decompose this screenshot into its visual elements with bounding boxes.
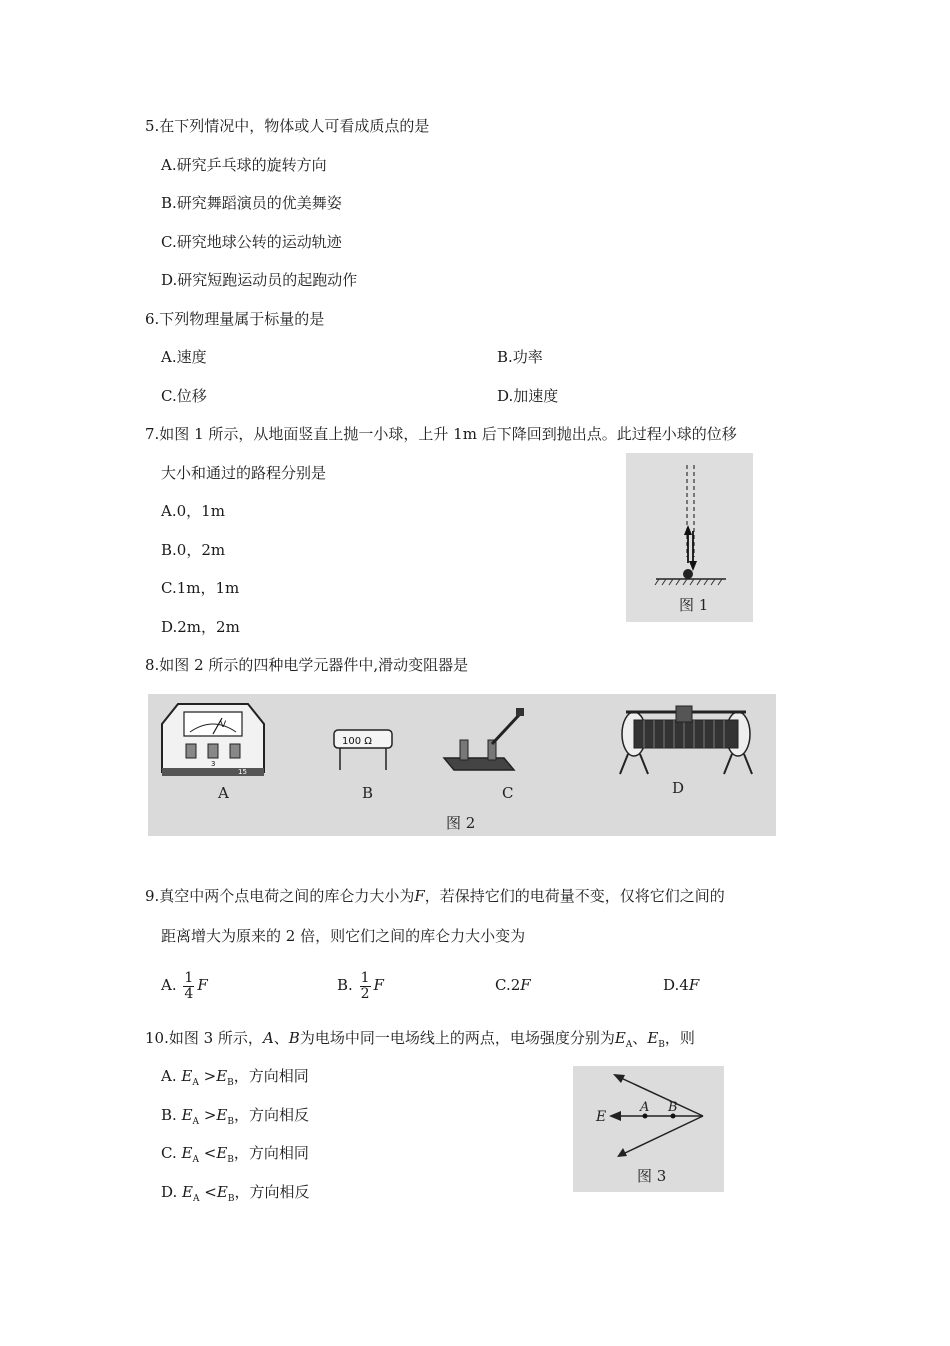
figure-2-drawing: [148, 694, 776, 836]
q9-stem-pre: 9.真空中两个点电荷之间的库仑力大小为: [145, 887, 415, 905]
q9-force-var: F: [414, 887, 425, 905]
q10-option-d: [161, 1182, 309, 1209]
q9-option-c-letter: C.: [495, 976, 511, 994]
q5-option-c: C.研究地球公转的运动轨迹: [161, 233, 342, 251]
q7-stem-line1: 7.如图 1 所示，从地面竖直上抛一小球，上升 1m 后下降回到抛出点。此过程小球的位移: [145, 425, 737, 443]
q10-option-d-letter: D.: [161, 1183, 178, 1201]
q9-option-c: [495, 975, 531, 995]
q9-option-a-numerator: 1: [184, 969, 194, 986]
q10-ea-sub: A: [625, 1040, 633, 1050]
q9-option-b-var: F: [373, 976, 384, 994]
q10-stem: [145, 1028, 695, 1055]
q10-option-b-sub1: A: [192, 1117, 200, 1127]
q10-point-a: A: [262, 1029, 274, 1047]
q10-option-d-desc: ，方向相反: [234, 1183, 310, 1201]
q9-stem-line1: [145, 886, 725, 906]
figure-2-label: 图 2: [446, 814, 476, 832]
figure-2-label-d: D: [672, 779, 685, 797]
q10-option-c-sub1: A: [192, 1155, 199, 1165]
q6-option-b: B.功率: [497, 348, 543, 366]
figure-3-drawing: [573, 1066, 724, 1192]
q8-stem: 8.如图 2 所示的四种电学元器件中,滑动变阻器是: [145, 656, 469, 674]
q10-option-c-rel: <: [203, 1144, 217, 1162]
q9-option-a-denominator: 4: [184, 985, 194, 1002]
q9-option-b-numerator: 1: [360, 969, 370, 986]
q5-option-d: D.研究短跑运动员的起跑动作: [161, 271, 358, 289]
resistor-value-text: 100 Ω: [342, 736, 372, 747]
q10-option-d-e2: E: [216, 1183, 228, 1201]
figure-2-label-c: C: [502, 784, 514, 802]
voltmeter-icon: [162, 704, 264, 776]
q9-option-b: [337, 966, 384, 1004]
q9-option-d-var: F: [688, 976, 700, 994]
q5-option-b: B.研究舞蹈演员的优美舞姿: [161, 194, 342, 212]
voltmeter-dial-label: V: [220, 720, 227, 730]
q10-option-c-desc: ，方向相同: [233, 1144, 309, 1162]
q9-option-d: [663, 975, 699, 995]
q10-eb-symbol: E: [647, 1029, 659, 1047]
q10-option-a-e2: E: [216, 1067, 228, 1085]
figure-1: [626, 453, 753, 622]
q6-option-d: D.加速度: [497, 387, 559, 405]
q7-option-b: B.0，2m: [161, 541, 226, 559]
q5-option-a: A.研究乒乓球的旋转方向: [161, 156, 327, 174]
q9-option-c-var: F: [520, 976, 531, 994]
q10-option-a-sub1: A: [192, 1078, 199, 1088]
figure-2-label-a: A: [218, 784, 229, 802]
voltmeter-scale-15: 15: [238, 768, 247, 776]
q7-option-c: C.1m，1m: [161, 579, 240, 597]
q9-option-a-letter: A.: [161, 976, 177, 994]
q6-option-c: C.位移: [161, 387, 207, 405]
q10-option-a-letter: A.: [161, 1067, 177, 1085]
figure-2: [148, 694, 776, 836]
q10-option-c: [161, 1143, 309, 1170]
q10-option-b-e1: E: [181, 1106, 193, 1124]
figure-2-label-b: B: [362, 784, 374, 802]
figure-1-label: 图 1: [679, 596, 709, 614]
q10-option-d-sub2: B: [227, 1194, 235, 1204]
q9-option-a: [161, 966, 208, 1004]
figure-3-label: 图 3: [637, 1167, 667, 1185]
q10-option-a: [161, 1066, 309, 1093]
q10-option-c-letter: C.: [161, 1144, 177, 1162]
q9-option-a-var: F: [197, 976, 208, 994]
q7-option-a: A.0，1m: [161, 502, 225, 520]
q10-option-d-sub1: A: [193, 1194, 200, 1204]
figure-3: [573, 1066, 724, 1192]
q9-option-c-coef: 2: [510, 976, 521, 994]
q10-option-d-rel: <: [204, 1183, 217, 1201]
q10-option-b-desc: ，方向相反: [233, 1106, 309, 1124]
q10-option-a-sub2: B: [227, 1078, 234, 1088]
q10-sep-1: 、: [273, 1029, 289, 1047]
q9-option-b-denominator: 2: [360, 985, 370, 1002]
q10-option-b-letter: B.: [161, 1106, 177, 1124]
figure-3-field-label: E: [596, 1109, 607, 1125]
q9-stem-line2: 距离增大为原来的 2 倍，则它们之间的库仑力大小变为: [161, 927, 526, 945]
q6-option-a: A.速度: [161, 348, 207, 366]
figure-3-point-a: A: [640, 1100, 650, 1115]
q10-eb-sub: B: [658, 1040, 665, 1050]
q10-option-b-rel: >: [203, 1106, 217, 1124]
q10-option-b-e2: E: [216, 1106, 228, 1124]
q9-option-b-letter: B.: [337, 976, 353, 994]
q10-option-c-sub2: B: [227, 1155, 234, 1165]
q7-stem-line2: 大小和通过的路程分别是: [161, 464, 327, 482]
q10-option-a-e1: E: [181, 1067, 193, 1085]
q10-point-b: B: [288, 1029, 300, 1047]
q9-stem-post: ，若保持它们的电荷量不变，仅将它们之间的: [424, 887, 725, 905]
q10-option-d-e1: E: [182, 1183, 193, 1201]
q7-option-d: D.2m，2m: [161, 618, 240, 636]
q10-ea-symbol: E: [614, 1029, 626, 1047]
figure-3-point-b: B: [668, 1100, 678, 1115]
q9-option-d-coef: 4: [679, 976, 689, 994]
q5-stem: 5.在下列情况中，物体或人可看成质点的是: [145, 117, 430, 135]
q9-option-b-fraction: [360, 971, 371, 1002]
q10-stem-end: ，则: [664, 1029, 695, 1047]
q10-stem-mid: 为电场中同一电场线上的两点，电场强度分别为: [299, 1029, 615, 1047]
voltmeter-scale-3: 3: [211, 760, 216, 768]
q9-option-a-fraction: [183, 971, 194, 1002]
q10-option-a-rel: >: [203, 1067, 217, 1085]
figure-1-drawing: [626, 453, 753, 622]
q10-stem-pre: 10.如图 3 所示，: [145, 1029, 263, 1047]
q6-stem: 6.下列物理量属于标量的是: [145, 310, 325, 328]
q10-option-b-sub2: B: [227, 1117, 234, 1127]
q10-option-c-e1: E: [181, 1144, 193, 1162]
q10-option-b: [161, 1105, 309, 1132]
q10-sep-2: 、: [632, 1029, 648, 1047]
q10-option-a-desc: ，方向相同: [233, 1067, 309, 1085]
q10-option-c-e2: E: [216, 1144, 228, 1162]
q9-option-d-letter: D.: [663, 976, 680, 994]
